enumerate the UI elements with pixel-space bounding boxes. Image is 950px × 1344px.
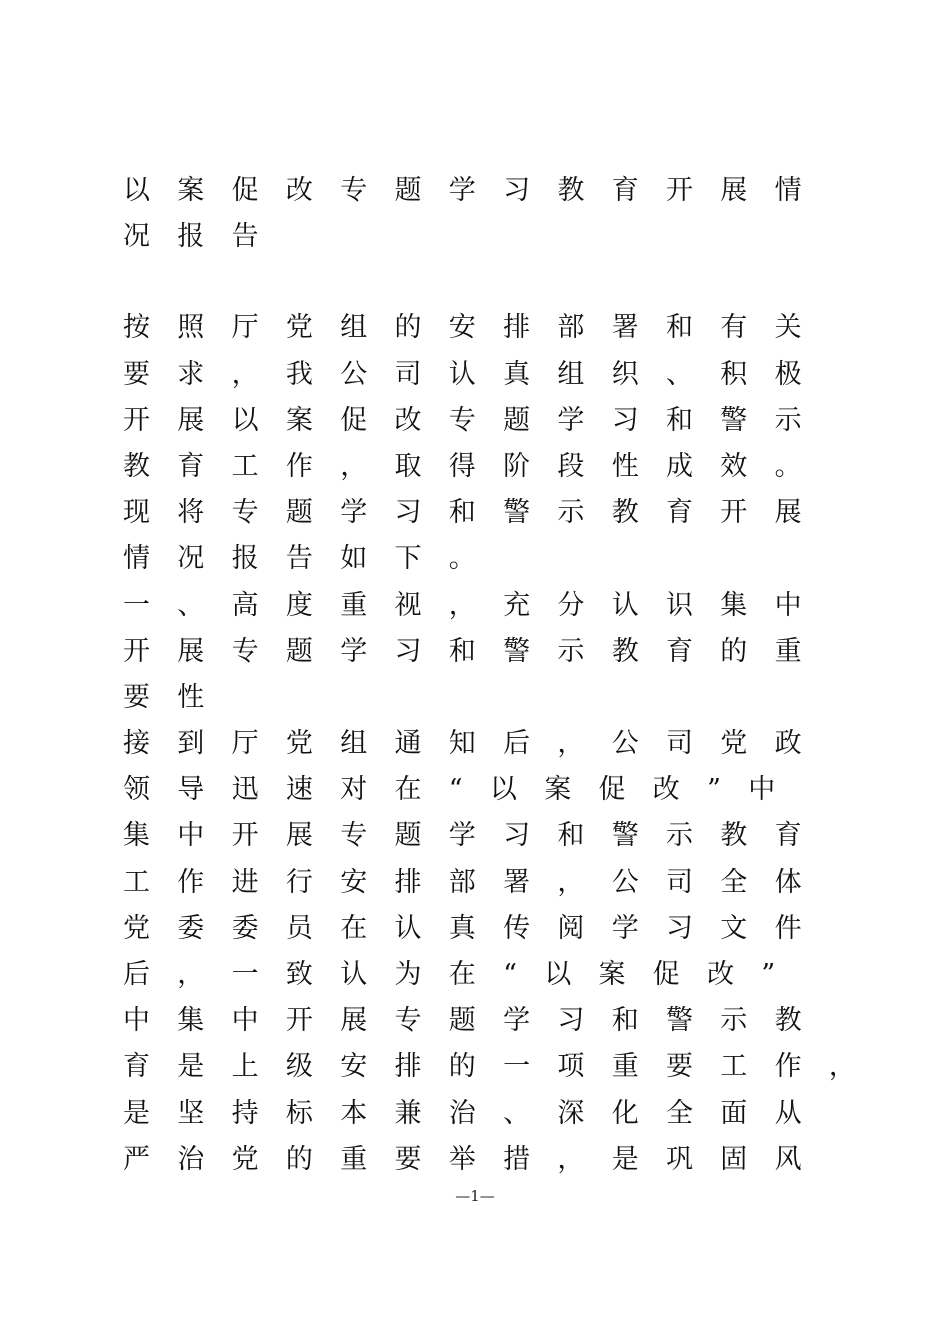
text-line: 教育工作，取得阶段性成效。	[123, 450, 829, 482]
text-line: 严治党的重要举措，是巩固风	[123, 1143, 829, 1175]
title-line: 以案促改专题学习教育开展情	[123, 175, 829, 206]
text-line: 中集中开展专题学习和警示教	[123, 1005, 829, 1037]
text-line: 育是上级安排的一项重要工作，	[123, 1051, 884, 1083]
title-line: 况报告	[123, 221, 286, 253]
page-number: —1—	[455, 1187, 495, 1205]
text-line: 要求，我公司认真组织、积极	[123, 358, 829, 390]
text-line: 后，一致认为在“以案促改”	[123, 959, 803, 990]
text-line: 按照厅党组的安排部署和有关	[123, 312, 829, 344]
text-line: 集中开展专题学习和警示教育	[123, 820, 829, 852]
text-line: 党委委员在认真传阅学习文件	[123, 912, 829, 944]
text-line: 现将专题学习和警示教育开展	[123, 497, 829, 529]
blank-line	[123, 260, 843, 305]
section-heading-line: 开展专题学习和警示教育的重	[123, 635, 829, 667]
text-line: 接到厅党组通知后，公司党政	[123, 728, 829, 760]
text-line: 工作进行安排部署，公司全体	[123, 866, 829, 898]
document-body	[123, 168, 884, 1183]
section-heading-line: 要性	[123, 681, 232, 713]
section-heading-line: 一、高度重视，充分认识集中	[123, 589, 829, 621]
text-line: 情况报告如下。	[123, 543, 504, 575]
text-line: 开展以案促改专题学习和警示	[123, 404, 829, 436]
text-line: 领导迅速对在“以案促改”中	[123, 774, 803, 806]
text-line: 是坚持标本兼治、深化全面从	[123, 1097, 829, 1129]
